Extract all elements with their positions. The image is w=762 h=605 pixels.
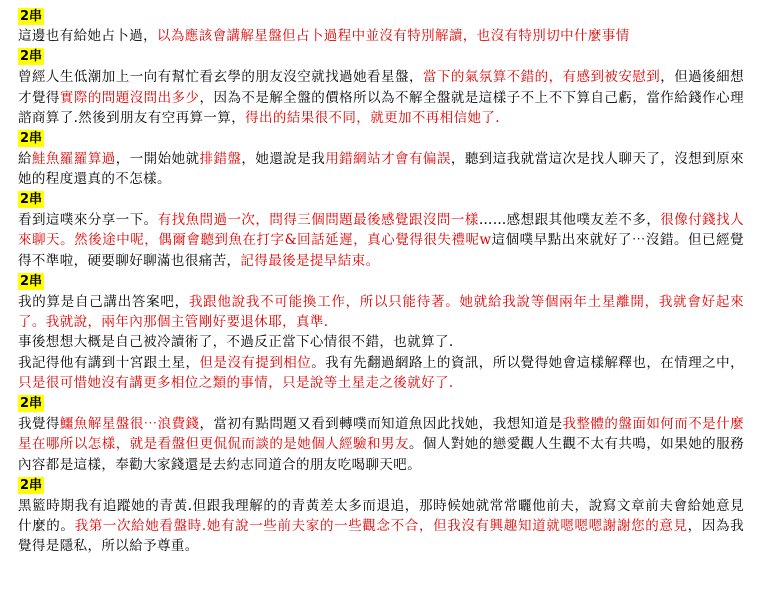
comment-paragraph (18, 149, 744, 190)
comment-block (18, 128, 744, 189)
body-text: 我記得他有講到十宮跟土星， (18, 354, 200, 371)
highlighted-text: 只是很可惜她沒有講更多相位之類的事情，只是說等土星走之後就好了. (18, 375, 454, 392)
body-text: ，聽到這我就當這次是找人聊天了，沒想到原來她的程度還真的不怎樣。 (18, 150, 745, 188)
body-text: 我的算是自己講出答案吧， (18, 293, 189, 310)
highlighted-text: 我跟他說我不可能換工作，所以只能待著。她就給我說等個兩年土星離開，我就會好起來了。我就說，兩年內那個主管剛好要退休耶，真準. (18, 293, 744, 331)
tag-row (18, 128, 744, 148)
highlighted-text: 排錯盤 (199, 150, 242, 167)
comment-block (18, 271, 744, 393)
comment-paragraph (18, 332, 744, 352)
comment-block (18, 47, 744, 129)
body-text: 。個人對她的戀愛觀人生觀不太有共鳴，如果她的服務內容都是這樣，奉勸大家錢還是去約志同道合的朋友吃喝聊天吧。 (18, 436, 744, 473)
highlight-tag: 2串 (20, 192, 43, 208)
body-text: 我覺得 (18, 416, 60, 433)
comment-paragraph (18, 292, 744, 333)
comment-block (18, 190, 744, 272)
body-text: ，當初有點問題又看到轉噗而知道魚因此找她，我想知道是 (199, 416, 563, 433)
comment-paragraph (18, 496, 744, 557)
highlighted-text: 很像付錢找人來聊天。然後途中呢，偶爾會聽到魚在打字&回話延遲，真心覺得很失禮呢w (18, 212, 745, 249)
highlight-tag: 2串 (20, 49, 43, 65)
body-text: 黑籃時期我有追蹤她的青黃.但跟我理解的的青黃差太多而退追，那時候她就常常曬他前夫，說寫文章前夫會給她意見什麼的。 (18, 497, 744, 535)
tag-row (18, 394, 744, 414)
highlighted-text: 實際的問題沒問出多少 (59, 89, 200, 106)
body-text: ，因為不是解全盤的價格所以為不解全盤就是這樣子不上不下算自己虧，當作給錢作心理諮商算了.然後到朋友有空再算一算， (18, 89, 744, 126)
highlight-tag: 2串 (20, 477, 43, 493)
comment-block (18, 475, 744, 557)
highlighted-text: 得出的結果很不同，就更加不再相信她了. (245, 110, 500, 126)
body-text: ，但過後細想才覺得 (18, 69, 744, 106)
highlighted-text: 鱷魚解星盤很⋯浪費錢 (59, 416, 200, 433)
body-text: 曾經人生低潮加上一向有幫忙看玄學的朋友沒空就找過她看星盤， (18, 69, 423, 86)
body-text: 事後想想大概是自己被冷讀術了，不過反正當下心情很不錯，也就算了. (18, 334, 454, 351)
highlight-tag: 2串 (20, 396, 43, 412)
body-text: ，一開始她就 (115, 150, 200, 167)
highlighted-text: 當下的氣氛算不錯的，有感到被安慰到 (422, 69, 661, 86)
body-text: 這個噗早點出來就好了⋯沒錯。但已經覺得不準啦，硬要聊好聊滿也很痛苦， (18, 232, 745, 269)
highlight-tag: 2串 (20, 8, 43, 24)
tag-row (18, 190, 744, 210)
highlighted-text: 用錯網站才會有偏誤 (325, 150, 451, 167)
body-text: 。我有先翻過網路上的資訊，所以覺得她會這樣解釋也，在情理之中， (311, 354, 744, 371)
highlighted-text: 有找魚問過一次，問得三個問題最後感覺跟沒問一樣 (157, 212, 479, 228)
body-text: 這邊也有給她占卜過， (18, 28, 157, 45)
body-text: ，因為我覺得是隱私，所以給予尊重。 (18, 518, 745, 555)
highlighted-text: 鮭魚羅羅算過 (31, 150, 116, 167)
highlighted-text: 我第一次給她看盤時.她有說一些前夫家的一些觀念不合，但我沒有興趣知道就嗯嗯嗯謝謝您的意見 (74, 518, 688, 535)
highlighted-text: 我整體的盤面如何而不是什麼星在哪所以怎樣，就是看盤但更侃侃而談的是她個人經驗和男友 (18, 416, 744, 453)
highlighted-text: 記得最後是提早結束。 (240, 252, 380, 269)
highlight-tag: 2串 (20, 273, 43, 289)
comment-paragraph (18, 353, 744, 394)
comment-block (18, 6, 744, 47)
tag-row (18, 271, 744, 291)
tag-row (18, 6, 744, 26)
comment-paragraph (18, 67, 744, 128)
comment-paragraph (18, 26, 744, 46)
body-text: 看到這噗來分享一下。 (18, 212, 158, 228)
body-text: ……感想跟其他噗友差不多， (478, 212, 661, 228)
highlighted-text: 以為應該會講解星盤但占卜過程中並沒有特別解讀，也沒有特別切中什麼事情 (157, 28, 630, 45)
highlighted-text: 但是沒有提到相位 (199, 354, 312, 371)
tag-row (18, 475, 744, 495)
comment-paragraph (18, 210, 744, 271)
tag-row (18, 47, 744, 67)
comment-paragraph (18, 414, 744, 475)
comment-block (18, 394, 744, 476)
body-text: ，她還說是我 (241, 150, 326, 167)
highlight-tag: 2串 (20, 131, 43, 147)
body-text: 給 (18, 150, 32, 167)
